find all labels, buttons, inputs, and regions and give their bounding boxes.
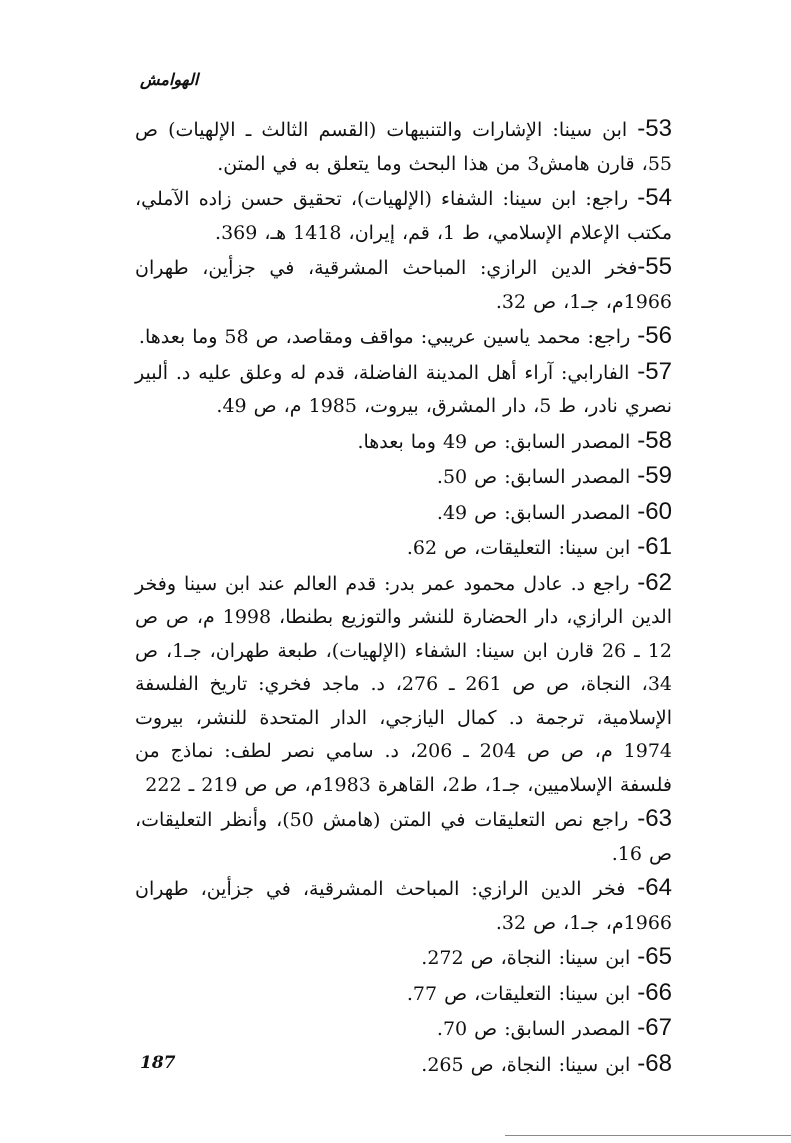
endnote-text: ابن سينا: الإشارات والتنبيهات (القسم الثالث ـ الإلهيات) ص 55، قارن هامش3 من هذا البحث وما يتعلق به في المتن. — [135, 119, 672, 175]
endnote-text: ابن سينا: النجاة، ص 265. — [421, 1053, 638, 1076]
endnote-text: المصدر السابق: ص 49 وما بعدها. — [357, 430, 638, 453]
running-header: الهوامش — [140, 70, 199, 89]
endnote-61 — [135, 530, 672, 566]
endnote-number: 58- — [637, 426, 672, 454]
endnote-number: 63- — [637, 805, 672, 832]
endnote-56 — [135, 319, 672, 355]
endnote-59 — [135, 459, 672, 495]
endnote-number: 57- — [637, 357, 672, 385]
endnote-58 — [135, 424, 672, 460]
endnote-text: المصدر السابق: ص 70. — [436, 1018, 638, 1040]
endnote-number: 64- — [637, 874, 672, 901]
endnote-number: 56- — [637, 322, 672, 349]
endnote-text: الفارابي: آراء أهل المدينة الفاضلة، قدم له وعلق عليه د. ألبير نصري نادر، ط 5، دار المشرق، بيروت، 1985 م، ص 49. — [135, 361, 672, 417]
endnote-54 — [135, 181, 672, 250]
endnote-number: 60- — [637, 497, 672, 525]
endnote-57 — [135, 355, 672, 424]
endnote-text: المصدر السابق: ص 49. — [436, 501, 638, 524]
endnote-64 — [135, 871, 672, 940]
endnote-text: راجع نص التعليقات في المتن (هامش 50)، وأنظر التعليقات، ص 16. — [135, 809, 672, 865]
endnote-66 — [135, 976, 672, 1012]
endnote-number: 68- — [637, 1049, 672, 1077]
endnote-number: 61- — [637, 533, 672, 560]
endnote-number: 53- — [637, 115, 672, 142]
endnote-53 — [135, 112, 672, 181]
endnote-55 — [135, 250, 672, 319]
endnote-number: 54- — [637, 184, 672, 211]
endnote-text: راجع: ابن سينا: الشفاء (الإلهيات)، تحقيق حسن زاده الآملي، مكتب الإعلام الإسلامي، ط 1، قم، إيران، 1418 هـ، 369. — [135, 188, 672, 244]
endnote-63 — [135, 802, 672, 871]
endnote-text: راجع: محمد ياسين عريبي: مواقف ومقاصد، ص 58 وما بعدها. — [138, 326, 638, 348]
endnote-text: ابن سينا: التعليقات، ص 62. — [406, 537, 638, 559]
endnote-text: فخر الدين الرازي: المباحث المشرقية، في جزأين، طهران 1966م، جـ1، ص 32. — [135, 878, 672, 934]
endnote-62 — [135, 566, 672, 803]
endnote-number: 67- — [637, 1014, 672, 1041]
endnote-number: 59- — [637, 462, 672, 489]
endnotes-list — [135, 112, 672, 1082]
endnote-number: 55- — [637, 253, 672, 280]
endnote-text: راجع د. عادل محمود عمر بدر: قدم العالم عند ابن سينا وفخر الدين الرازي، دار الحضارة للنشر والتوزيع بطنطا، 1998 م، ص ص 12 ـ 26 قارن ابن سينا: الشفاء (الإلهيات)، طبعة طهران، جـ1، ص 34، النجاة، ص ص 261 ـ 276، د. ماجد فخري: تاريخ الفلسفة الإسلامية، ترجمة د. كمال اليازجي، الدار المتحدة للنشر، بيروت 1974 م، ص ص 204 ـ 206، د. سامي نصر لطف: نماذج من فلسفة الإسلاميين، جـ1، ط2، القاهرة 1983م، ص ص 219 ـ 222 — [135, 572, 672, 796]
endnote-number: 65- — [637, 943, 672, 970]
endnote-number: 66- — [637, 978, 672, 1006]
endnote-text: فخر الدين الرازي: المباحث المشرقية، في جزأين، طهران 1966م، جـ1، ص 32. — [135, 257, 672, 313]
endnote-text: ابن سينا: النجاة، ص 272. — [421, 947, 638, 969]
endnote-65 — [135, 940, 672, 976]
endnote-text: المصدر السابق: ص 50. — [436, 466, 638, 488]
endnote-68 — [135, 1047, 672, 1083]
endnote-60 — [135, 495, 672, 531]
page-edge-rule — [505, 1135, 791, 1136]
endnote-text: ابن سينا: التعليقات، ص 77. — [406, 982, 638, 1005]
endnote-67 — [135, 1011, 672, 1047]
page-number: 187 — [140, 1053, 176, 1073]
endnote-number: 62- — [637, 568, 672, 596]
